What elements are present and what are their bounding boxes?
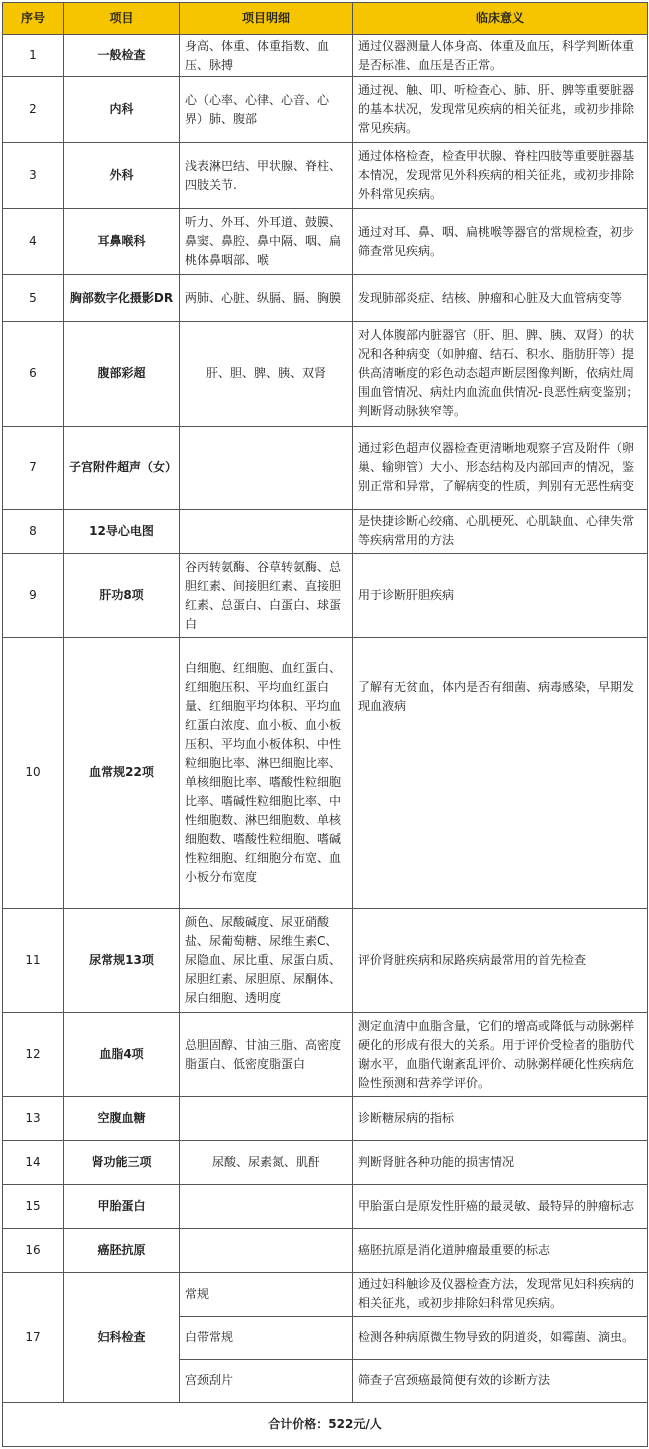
header-detail: 项目明细 bbox=[180, 3, 353, 35]
row-meaning: 癌胚抗原是消化道肿瘤最重要的标志 bbox=[353, 1229, 648, 1273]
row-detail: 谷丙转氨酶、谷草转氨酶、总胆红素、间接胆红素、直接胆红素、总蛋白、白蛋白、球蛋白 bbox=[180, 554, 353, 638]
gyn-no: 17 bbox=[3, 1273, 64, 1402]
table-row bbox=[3, 209, 648, 275]
row-no: 9 bbox=[3, 554, 64, 638]
table-row bbox=[3, 426, 648, 509]
gyn-detail: 白带常规 bbox=[180, 1316, 353, 1359]
table-row bbox=[3, 638, 648, 909]
row-item: 腹部彩超 bbox=[64, 321, 180, 426]
row-meaning: 通过仪器测量人体身高、体重及血压，科学判断体重是否标准、血压是否正常。 bbox=[353, 35, 648, 77]
table-row bbox=[3, 275, 648, 321]
row-meaning: 通过对耳、鼻、咽、扁桃喉等器官的常规检查，初步筛查常见疾病。 bbox=[353, 209, 648, 275]
row-no: 6 bbox=[3, 321, 64, 426]
table-row bbox=[3, 143, 648, 209]
row-no: 14 bbox=[3, 1141, 64, 1185]
row-detail: 身高、体重、体重指数、血压、脉搏 bbox=[180, 35, 353, 77]
row-item: 子宫附件超声（女） bbox=[64, 426, 180, 509]
row-item: 空腹血糖 bbox=[64, 1097, 180, 1141]
row-detail: 听力、外耳、外耳道、鼓膜、鼻窦、鼻腔、鼻中隔、咽、扁桃体鼻咽部、喉 bbox=[180, 209, 353, 275]
row-detail: 两肺、心脏、纵膈、膈、胸膜 bbox=[180, 275, 353, 321]
row-no: 1 bbox=[3, 35, 64, 77]
row-meaning: 诊断糖尿病的指标 bbox=[353, 1097, 648, 1141]
table-row bbox=[3, 509, 648, 553]
row-meaning: 测定血清中血脂含量，它们的增高或降低与动脉粥样硬化的形成有很大的关系。用于评价受检者的脂肪代谢水平，血脂代谢紊乱评价、动脉粥样硬化性疾病危险性预测和营养学评价。 bbox=[353, 1012, 648, 1096]
row-no: 15 bbox=[3, 1185, 64, 1229]
table-row bbox=[3, 1229, 648, 1273]
row-item: 外科 bbox=[64, 143, 180, 209]
row-detail bbox=[180, 1185, 353, 1229]
row-detail: 颜色、尿酸碱度、尿亚硝酸盐、尿葡萄糖、尿维生素C、尿隐血、尿比重、尿蛋白质、尿胆红素、尿胆原、尿酮体、尿白细胞、透明度 bbox=[180, 908, 353, 1012]
row-detail: 总胆固醇、甘油三脂、高密度脂蛋白、低密度脂蛋白 bbox=[180, 1012, 353, 1096]
header-item: 项目 bbox=[64, 3, 180, 35]
gyn-subrow bbox=[3, 1273, 648, 1316]
row-no: 13 bbox=[3, 1097, 64, 1141]
table-row bbox=[3, 321, 648, 426]
row-item: 血脂4项 bbox=[64, 1012, 180, 1096]
header-meaning: 临床意义 bbox=[353, 3, 648, 35]
header-row bbox=[3, 3, 648, 35]
row-detail: 心（心率、心律、心音、心界）肺、腹部 bbox=[180, 77, 353, 143]
row-item: 血常规22项 bbox=[64, 638, 180, 909]
row-meaning: 是快捷诊断心绞痛、心肌梗死、心肌缺血、心律失常等疾病常用的方法 bbox=[353, 509, 648, 553]
row-no: 10 bbox=[3, 638, 64, 909]
header-no: 序号 bbox=[3, 3, 64, 35]
row-detail bbox=[180, 1097, 353, 1141]
row-meaning: 用于诊断肝胆疾病 bbox=[353, 554, 648, 638]
row-no: 5 bbox=[3, 275, 64, 321]
gyn-meaning: 筛查子宫颈癌最简便有效的诊断方法 bbox=[353, 1359, 648, 1402]
row-detail: 浅表淋巴结、甲状腺、脊柱、四肢关节. bbox=[180, 143, 353, 209]
table-row bbox=[3, 1012, 648, 1096]
row-item: 耳鼻喉科 bbox=[64, 209, 180, 275]
row-detail: 尿酸、尿素氮、肌酐 bbox=[180, 1141, 353, 1185]
table-row bbox=[3, 1185, 648, 1229]
row-no: 3 bbox=[3, 143, 64, 209]
row-meaning: 判断肾脏各种功能的损害情况 bbox=[353, 1141, 648, 1185]
table-row bbox=[3, 554, 648, 638]
row-no: 2 bbox=[3, 77, 64, 143]
row-item: 内科 bbox=[64, 77, 180, 143]
row-item: 胸部数字化摄影DR bbox=[64, 275, 180, 321]
row-meaning: 甲胎蛋白是原发性肝癌的最灵敏、最特异的肿瘤标志 bbox=[353, 1185, 648, 1229]
gyn-meaning: 检测各种病原微生物导致的阴道炎，如霉菌、滴虫。 bbox=[353, 1316, 648, 1359]
row-no: 12 bbox=[3, 1012, 64, 1096]
table-row bbox=[3, 1097, 648, 1141]
row-meaning: 了解有无贫血，体内是否有细菌、病毒感染，早期发现血液病 bbox=[353, 638, 648, 909]
table-row bbox=[3, 908, 648, 1012]
row-meaning: 对人体腹部内脏器官（肝、胆、脾、胰、双肾）的状况和各种病变（如肿瘤、结石、积水、脂肪肝等）提供高清晰度的彩色动态超声断层图像判断，依病灶周围血管情况、病灶内血流血供情况-良恶性病变鉴别；判断肾动脉狭窄等。 bbox=[353, 321, 648, 426]
row-meaning: 通过视、触、叩、听检查心、肺、肝、脾等重要脏器的基本状况，发现常见疾病的相关征兆，或初步排除常见疾病。 bbox=[353, 77, 648, 143]
row-meaning: 通过彩色超声仪器检查更清晰地观察子宫及附件（卵巢、输卵管）大小、形态结构及内部回声的情况，鉴别正常和异常，了解病变的性质，判别有无恶性病变 bbox=[353, 426, 648, 509]
total-price: 合计价格：522元/人 bbox=[3, 1402, 648, 1446]
row-detail: 肝、胆、脾、胰、双肾 bbox=[180, 321, 353, 426]
row-no: 4 bbox=[3, 209, 64, 275]
table-row bbox=[3, 1141, 648, 1185]
gyn-detail: 常规 bbox=[180, 1273, 353, 1316]
row-no: 11 bbox=[3, 908, 64, 1012]
row-meaning: 评价肾脏疾病和尿路疾病最常用的首先检查 bbox=[353, 908, 648, 1012]
total-row bbox=[3, 1402, 648, 1446]
row-meaning: 发现肺部炎症、结核、肿瘤和心脏及大血管病变等 bbox=[353, 275, 648, 321]
row-item: 癌胚抗原 bbox=[64, 1229, 180, 1273]
row-item: 尿常规13项 bbox=[64, 908, 180, 1012]
row-no: 16 bbox=[3, 1229, 64, 1273]
row-detail bbox=[180, 509, 353, 553]
table-row bbox=[3, 35, 648, 77]
row-item: 甲胎蛋白 bbox=[64, 1185, 180, 1229]
row-no: 7 bbox=[3, 426, 64, 509]
gyn-meaning: 通过妇科触诊及仪器检查方法，发现常见妇科疾病的相关征兆，或初步排除妇科常见疾病。 bbox=[353, 1273, 648, 1316]
gyn-detail: 宫颈刮片 bbox=[180, 1359, 353, 1402]
row-item: 一般检查 bbox=[64, 35, 180, 77]
checkup-package-table bbox=[2, 2, 648, 1447]
row-no: 8 bbox=[3, 509, 64, 553]
table-row bbox=[3, 77, 648, 143]
row-item: 12导心电图 bbox=[64, 509, 180, 553]
row-detail bbox=[180, 1229, 353, 1273]
row-detail: 白细胞、红细胞、血红蛋白、红细胞压积、平均血红蛋白量、红细胞平均体积、平均血红蛋白浓度、血小板、血小板压积、平均血小板体积、中性粒细胞比率、淋巴细胞比率、单核细胞比率、嗜酸性粒细胞比率、嗜碱性粒细胞比率、中性细胞数、淋巴细胞数、单核细胞数、嗜酸性粒细胞、嗜碱性粒细胞、红细胞分布宽、血小板分布宽度 bbox=[180, 638, 353, 909]
gyn-item: 妇科检查 bbox=[64, 1273, 180, 1402]
row-detail bbox=[180, 426, 353, 509]
row-item: 肝功8项 bbox=[64, 554, 180, 638]
row-meaning: 通过体格检查，检查甲状腺、脊柱四肢等重要脏器基本情况，发现常见外科疾病的相关征兆，或初步排除外科常见疾病。 bbox=[353, 143, 648, 209]
row-item: 肾功能三项 bbox=[64, 1141, 180, 1185]
